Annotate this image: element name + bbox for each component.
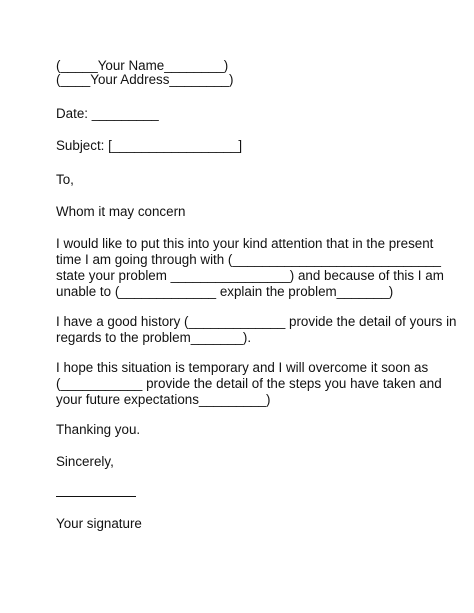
paragraph-3-line-3: your future expectations_________) xyxy=(56,392,271,407)
subject-line: Subject: [_________________] xyxy=(56,138,243,153)
signature-label: Your signature xyxy=(56,516,142,531)
paragraph-2-line-2: regards to the problem_______). xyxy=(56,330,252,345)
date-line: Date: _________ xyxy=(56,106,159,121)
salutation: Whom it may concern xyxy=(56,204,186,219)
paragraph-1-line-1: I would like to put this into your kind attention that in the present xyxy=(56,236,434,251)
paragraph-2-line-1: I have a good history (_____________ provide the detail of yours in xyxy=(56,314,457,329)
sender-address-line: (____Your Address________) xyxy=(56,72,234,87)
thanks-line: Thanking you. xyxy=(56,422,141,437)
recipient-to: To, xyxy=(56,172,74,187)
paragraph-1-line-2: time I am going through with (____________________________ xyxy=(56,252,441,267)
signature-line xyxy=(56,496,136,497)
paragraph-3-line-2: (___________ provide the detail of the steps you have taken and xyxy=(56,376,442,391)
paragraph-3-line-1: I hope this situation is temporary and I will overcome it soon as xyxy=(56,360,429,375)
closing-line: Sincerely, xyxy=(56,454,114,469)
paragraph-1-line-3: state your problem ________________) and because of this I am xyxy=(56,268,444,283)
paragraph-1-line-4: unable to (_____________ explain the problem_______) xyxy=(56,284,394,299)
sender-name-line: (_____Your Name________) xyxy=(56,58,229,73)
